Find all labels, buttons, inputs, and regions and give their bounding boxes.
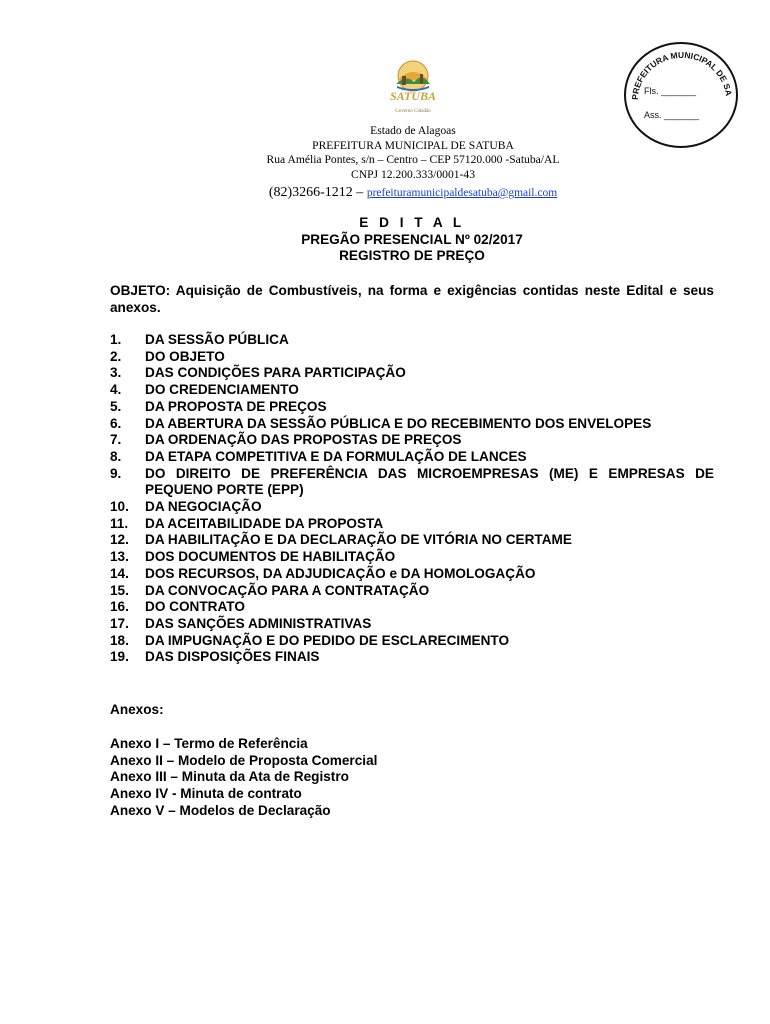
document-titles [110, 215, 714, 265]
section-item [110, 365, 714, 382]
section-number: 6. [110, 415, 122, 431]
section-title: DAS CONDIÇÕES PARA PARTICIPAÇÃO [145, 365, 406, 381]
section-title: DO CREDENCIAMENTO [145, 382, 299, 398]
section-title: DA IMPUGNAÇÃO E DO PEDIDO DE ESCLARECIMENTO [145, 632, 510, 648]
section-item [110, 382, 714, 399]
section-title: DAS SANÇÕES ADMINISTRATIVAS [145, 615, 372, 631]
anexo-item: Anexo III – Minuta da Ata de Registro [110, 769, 349, 785]
section-item [110, 549, 714, 566]
header-address: Rua Amélia Pontes, s/n – Centro – CEP 57120.000 -Satuba/AL [266, 153, 560, 166]
section-title: DA SESSÃO PÚBLICA [145, 332, 289, 347]
section-title: DO CONTRATO [145, 599, 245, 615]
section-title: DAS DISPOSIÇÕES FINAIS [145, 649, 320, 665]
section-title: DA ABERTURA DA SESSÃO PÚBLICA E DO RECEBIMENTO DOS ENVELOPES [145, 415, 652, 431]
section-item [110, 566, 714, 583]
anexo-item: Anexo IV - Minuta de contrato [110, 786, 302, 802]
section-number: 4. [110, 382, 122, 398]
section-item [110, 432, 714, 449]
protocol-stamp [622, 40, 740, 150]
section-title: DA HABILITAÇÃO E DA DECLARAÇÃO DE VITÓRIA NO CERTAME [145, 532, 572, 548]
section-item [110, 499, 714, 516]
section-title: DA CONVOCAÇÃO PARA A CONTRATAÇÃO [145, 582, 430, 598]
sections-list [110, 332, 714, 666]
stamp-fls-label: Fls. _______ [644, 86, 697, 96]
section-number: 16. [110, 599, 129, 615]
section-number: 7. [110, 432, 122, 448]
section-item [110, 349, 714, 366]
section-title: DA PROPOSTA DE PREÇOS [145, 398, 327, 414]
section-title: DOS RECURSOS, DA ADJUDICAÇÃO e DA HOMOLOGAÇÃO [145, 565, 536, 581]
section-number: 8. [110, 448, 122, 464]
header-phone: (82)3266-1212 – [268, 185, 367, 200]
section-item [110, 649, 714, 666]
section-title: DO OBJETO [145, 348, 225, 364]
section-number: 11. [110, 515, 129, 531]
section-item [110, 616, 714, 633]
anexos-list [110, 736, 377, 820]
section-number: 19. [110, 649, 129, 665]
header-contact [200, 184, 626, 202]
stamp-ring-text: PREFEITURA MUNICIPAL DE SA [629, 49, 734, 101]
letterhead [200, 124, 626, 202]
objeto-paragraph: OBJETO: Aquisição de Combustíveis, na forma e exigências contidas neste Edital e seus anexos. [110, 283, 714, 315]
header-cnpj: CNPJ 12.200.333/0001-43 [351, 167, 475, 181]
section-number: 14. [110, 565, 129, 581]
title-registro: REGISTRO DE PREÇO [339, 248, 485, 263]
section-item [110, 583, 714, 600]
anexo-item: Anexo I – Termo de Referência [110, 736, 308, 751]
section-title: DA ORDENAÇÃO DAS PROPOSTAS DE PREÇOS [145, 432, 462, 448]
header-prefeitura: PREFEITURA MUNICIPAL DE SATUBA [312, 138, 514, 152]
header-email-link[interactable]: prefeituramunicipaldesatuba@gmail.com [366, 187, 558, 199]
section-title: DOS DOCUMENTOS DE HABILITAÇÃO [145, 549, 396, 565]
section-title: DA ACEITABILIDADE DA PROPOSTA [145, 515, 384, 531]
section-number: 18. [110, 632, 129, 648]
section-number: 13. [110, 549, 129, 565]
anexo-item: Anexo V – Modelos de Declaração [110, 802, 331, 818]
section-title: DA NEGOCIAÇÃO [145, 499, 262, 515]
section-item [110, 599, 714, 616]
section-item [110, 332, 714, 349]
section-number: 17. [110, 615, 129, 631]
section-item [110, 416, 714, 433]
section-title: DA ETAPA COMPETITIVA E DA FORMULAÇÃO DE LANCES [145, 448, 527, 464]
section-number: 3. [110, 365, 122, 381]
section-item [110, 633, 714, 650]
title-edital: E D I T A L [359, 215, 465, 230]
section-item [110, 532, 714, 549]
section-number: 5. [110, 398, 122, 414]
anexos-heading: Anexos: [110, 702, 164, 717]
section-title: DO DIREITO DE PREFERÊNCIA DAS MICROEMPRESAS (ME) E EMPRESAS DE PEQUENO PORTE (EPP) [145, 465, 714, 498]
logo-brand: SATUBA [389, 89, 437, 103]
section-item [110, 466, 714, 499]
section-number: 9. [110, 465, 122, 481]
satuba-logo [380, 56, 446, 118]
section-number: 10. [110, 499, 129, 515]
header-state: Estado de Alagoas [370, 124, 456, 137]
section-number: 2. [110, 348, 122, 364]
anexo-item: Anexo II – Modelo de Proposta Comercial [110, 752, 378, 768]
section-number: 1. [110, 332, 122, 347]
logo-tagline: Governo Cidadão [395, 109, 431, 114]
section-item [110, 399, 714, 416]
stamp-ass-label: Ass. _______ [644, 110, 700, 120]
title-pregao: PREGÃO PRESENCIAL Nº 02/2017 [301, 231, 523, 247]
section-item [110, 449, 714, 466]
section-number: 12. [110, 532, 129, 548]
section-number: 15. [110, 582, 129, 598]
section-item [110, 516, 714, 533]
